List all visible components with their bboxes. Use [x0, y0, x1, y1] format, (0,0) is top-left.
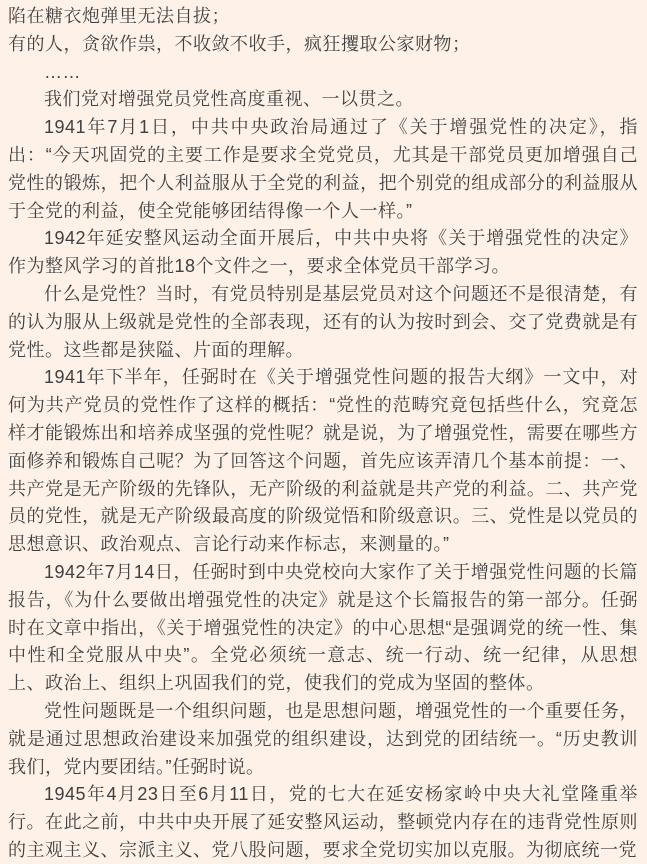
paragraph: 什么是党性？当时，有党员特别是基层党员对这个问题还不是很清楚，有的认为服从上级就是党性的全部表现，还有的认为按时到会、交了党费就是有党性。这些都是狭隘、片面的理解。 [8, 283, 638, 360]
paragraph: 我们党对增强党员党性高度重视、一以贯之。 [44, 89, 414, 110]
paragraph: 1945年4月23日至6月11日，党的七大在延安杨家岭中央大礼堂隆重举行。在此之前，中共中央开展了延安整风运动，整顿党内存在的违背党性原则的主观主义、宗派主义、党八股问题，要求全党切实加以克服。为彻底统一党 [8, 784, 638, 860]
paragraph: 1941年7月1日，中共中央政治局通过了《关于增强党性的决定》，指出：“今天巩固党的主要工作是要求全党党员，尤其是干部党员更加增强自己党性的锻炼，把个人利益服从于全党的利益，把个别党的组成部分的利益服从于全党的利益，使全党能够团结得像一个人一样。” [8, 117, 638, 221]
paragraph: 党性问题既是一个组织问题，也是思想问题，增强党性的一个重要任务，就是通过思想政治建设来加强党的组织建设，达到党的团结统一。“历史教训我们，党内要团结。”任弼时说。 [8, 700, 638, 777]
paragraph: 有的人，贪欲作祟，不收敛不收手，疯狂攫取公家财物； [8, 33, 471, 54]
paragraph: 1941年下半年，任弼时在《关于增强党性问题的报告大纲》一文中，对何为共产党员的党性作了这样的概括：“党性的范畴究竟包括些什么，究竟怎样才能锻炼出和培养成坚强的党性呢？就是说，为了增强党性，需要在哪些方面修养和锻炼自己呢？为了回答这个问题，首先应该弄清几个基本前提：一、共产党是无产阶级的先锋队，无产阶级的利益就是共产党的利益。二、共产党员的党性，就是无产阶级最高度的阶级觉悟和阶级意识。三、党性是以党员的思想意识、政治观点、言论行动来作标志，来测量的。” [8, 367, 638, 555]
paragraph: …… [44, 61, 81, 82]
paragraph: 1942年7月14日，任弼时到中央党校向大家作了关于增强党性问题的长篇报告，《为什么要做出增强党性的决定》就是这个长篇报告的第一部分。任弼时在文章中指出，《关于增强党性的决定》的中心思想“是强调党的统一性、集中性和全党服从中央”。全党必须统一意志、统一行动、统一纪律，从思想上、政治上、组织上巩固我们的党，使我们的党成为坚固的整体。 [8, 561, 638, 694]
article-text [8, 3, 638, 864]
paragraph: 陷在糖衣炮弹里无法自拔； [8, 6, 230, 26]
paragraph: 1942年延安整风运动全面开展后，中共中央将《关于增强党性的决定》作为整风学习的首批18个文件之一，要求全体党员干部学习。 [8, 228, 638, 277]
